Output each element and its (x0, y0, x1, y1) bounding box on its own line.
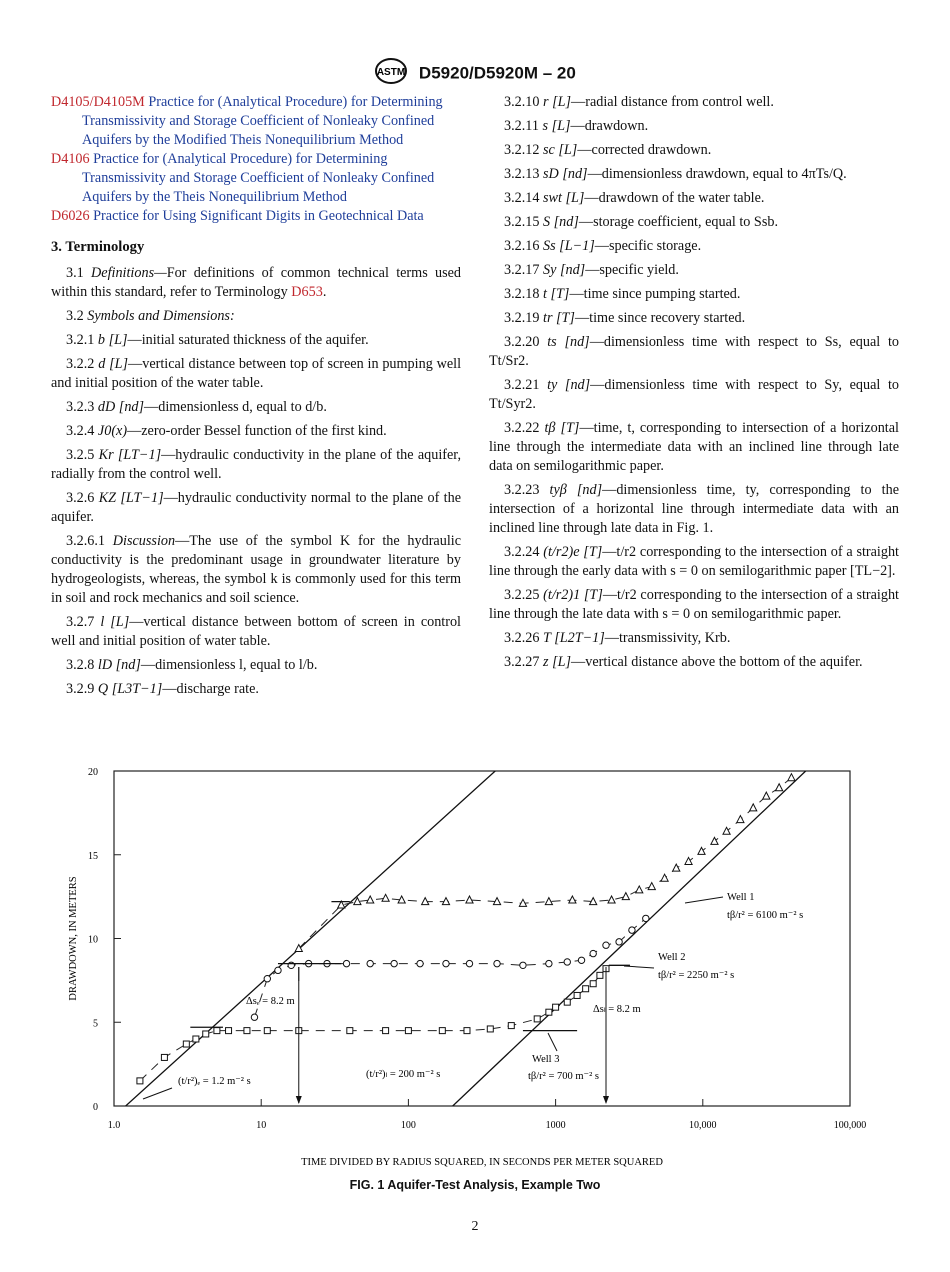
data-point-square (226, 1028, 232, 1034)
definition-3-2-12: 3.2.12 sc [L]—corrected drawdown. (504, 142, 712, 158)
x-tick-label: 1.0 (107, 1120, 121, 1131)
data-point-circle (590, 950, 596, 956)
definition-3-2-4: 3.2.4 J0(x)—zero-order Bessel function of the first kind. (66, 423, 387, 439)
data-point-triangle (711, 837, 718, 844)
annotation-tre: (t/r²)ₑ = 1.2 m⁻² s (178, 1076, 251, 1087)
x-tick-label: 10,000 (689, 1120, 717, 1131)
data-point-circle (578, 957, 584, 963)
terminology-link[interactable]: D653 (291, 284, 323, 300)
data-point-triangle (608, 896, 615, 903)
data-point-triangle (569, 896, 576, 903)
data-point-circle (546, 960, 552, 966)
definition-3-2-23: 3.2.23 tyβ [nd]—dimensionless time, ty, corresponding to the intersection of a horizontal line through intermediate data with an inclined line through late data in Fig. 1. (489, 482, 899, 536)
y-tick-label: 5 (93, 1018, 98, 1030)
data-point-square (383, 1028, 389, 1034)
definition-3-2-17: 3.2.17 Sy [nd]—specific yield. (504, 262, 679, 278)
data-point-square (553, 1004, 559, 1010)
definition-3-2-15: 3.2.15 S [nd]—storage coefficient, equal to Ssb. (504, 214, 778, 230)
data-point-square (244, 1028, 250, 1034)
arrow-head-icon (296, 1096, 302, 1104)
data-point-triangle (776, 784, 783, 791)
data-point-triangle (545, 898, 552, 905)
annotation-well2: Well 2 (658, 952, 686, 963)
data-point-square (347, 1028, 353, 1034)
late-data-line (453, 771, 806, 1106)
definition-3-2-9: 3.2.9 Q [L3T−1]—discharge rate. (66, 681, 259, 697)
data-point-triangle (648, 883, 655, 890)
data-point-triangle (382, 894, 389, 901)
data-point-square (583, 986, 589, 992)
definition-3-2-3: 3.2.3 dD [nd]—dimensionless d, equal to d/b. (66, 399, 327, 415)
data-point-circle (603, 942, 609, 948)
data-point-triangle (673, 864, 680, 871)
reference-title[interactable]: Practice for (Analytical Procedure) for Determining Transmissivity and Storage Coefficient of Nonleaky Confined Aquifers by the Modified Theis Nonequilibrium Method (82, 94, 443, 148)
data-point-square (574, 992, 580, 998)
definition-3-2-14: 3.2.14 swt [L]—drawdown of the water table. (504, 190, 765, 206)
annotation-well3: Well 3 (532, 1054, 560, 1065)
data-point-square (439, 1028, 445, 1034)
data-point-circle (275, 967, 281, 973)
definition-3-2-25: 3.2.25 (t/r2)1 [T]—t/r2 corresponding to the intersection of a straight line through the late data with s = 0 on semilogarithmic paper. (489, 587, 899, 622)
x-tick-label: 1000 (545, 1120, 566, 1131)
reference-code[interactable]: D4105/D4105M (51, 94, 145, 110)
document-id: D5920/D5920M – 20 (418, 63, 576, 83)
definition-3-2-11: 3.2.11 s [L]—drawdown. (504, 118, 649, 134)
data-point-triangle (636, 886, 643, 893)
data-point-square (264, 1028, 270, 1034)
reference-code[interactable]: D4106 (51, 151, 90, 167)
definition-3-2-16: 3.2.16 Ss [L−1]—specific storage. (504, 238, 702, 254)
svg-text:ASTM: ASTM (377, 67, 406, 78)
data-point-triangle (367, 896, 374, 903)
reference-code[interactable]: D6026 (51, 208, 90, 224)
data-point-triangle (661, 874, 668, 881)
definition-3-2-1: 3.2.1 b [L]—initial saturated thickness of the aquifer. (66, 332, 369, 348)
x-tick-label: 100,000 (833, 1120, 867, 1131)
definition-3-2-20: 3.2.20 ts [nd]—dimensionless time with respect to Ss, equal to Tt/Sr2. (489, 334, 899, 369)
definition-3-2-6: 3.2.6 KZ [LT−1]—hydraulic conductivity normal to the plane of the aquifer. (51, 490, 461, 525)
data-point-square (564, 999, 570, 1005)
data-point-square (546, 1009, 552, 1015)
data-point-circle (466, 960, 472, 966)
x-tick-label: 100 (400, 1120, 416, 1131)
definition-3-2-24: 3.2.24 (t/r2)e [T]—t/r2 corresponding to the intersection of a straight line through the early data with s = 0 on semilogarithmic paper [TL−2]. (489, 544, 900, 579)
data-point-circle (616, 939, 622, 945)
data-point-square (597, 972, 603, 978)
annotation-well2_tb: tβ/r² = 2250 m⁻² s (658, 970, 735, 981)
data-point-circle (417, 960, 423, 966)
definition-3-2-19: 3.2.19 tr [T]—time since recovery started. (504, 310, 746, 326)
definition-3-2-7: 3.2.7 l [L]—vertical distance between bottom of screen in control well and initial position of water table. (51, 614, 462, 649)
data-point-circle (391, 960, 397, 966)
tre-pointer (143, 1088, 172, 1099)
data-point-triangle (685, 857, 692, 864)
data-point-triangle (698, 847, 705, 854)
reference-title[interactable]: Practice for (Analytical Procedure) for Determining Transmissivity and Storage Coefficient of Nonleaky Confined Aquifers by the Theis Nonequilibrium Method (82, 151, 435, 205)
data-point-square (137, 1078, 143, 1084)
definition-3-2-10: 3.2.10 r [L]—radial distance from control well. (504, 94, 774, 110)
definition-3-2-6-1: 3.2.6.1 Discussion—The use of the symbol K for the hydraulic conductivity is the predominant usage in groundwater literature by hydrogeologists, whereas, the symbol k is commonly used for this term in soil and rock mechanics and soil science. (51, 533, 462, 606)
data-point-square (487, 1026, 493, 1032)
well3-pointer (548, 1033, 557, 1051)
data-point-triangle (788, 774, 795, 781)
paragraph-3-2: 3.2 Symbols and Dimensions: (66, 308, 235, 324)
data-point-triangle (723, 827, 730, 834)
figure-caption: FIG. 1 Aquifer-Test Analysis, Example Two (349, 1178, 601, 1192)
definition-3-2-27: 3.2.27 z [L]—vertical distance above the bottom of the aquifer. (504, 654, 863, 670)
data-point-square (534, 1016, 540, 1022)
definition-3-2-2: 3.2.2 d [L]—vertical distance between top of screen in pumping well and initial position of the water table. (51, 356, 462, 391)
series-triangle-dashed-line (299, 778, 792, 949)
paragraph-3-1: 3.1 Definitions—For definitions of common technical terms used within this standard, refer to Terminology D653. (51, 265, 462, 300)
data-point-square (590, 981, 596, 987)
arrow-head-icon (603, 1096, 609, 1104)
data-point-circle (643, 915, 649, 921)
annotation-well1_tb: tβ/r² = 6100 m⁻² s (727, 910, 804, 921)
data-point-circle (367, 960, 373, 966)
data-point-circle (343, 960, 349, 966)
data-point-triangle (737, 816, 744, 823)
definition-3-2-26: 3.2.26 T [L2T−1]—transmissivity, Krb. (504, 630, 731, 646)
definition-3-2-21: 3.2.21 ty [nd]—dimensionless time with respect to Sy, equal to Tt/Syr2. (489, 377, 899, 412)
y-axis-label: DRAWDOWN, IN METERS (68, 876, 79, 1001)
data-point-square (214, 1028, 220, 1034)
annotation-well3_tb: tβ/r² = 700 m⁻² s (528, 1071, 599, 1082)
annotation-dse: Δsₑ = 8.2 m (246, 996, 295, 1007)
x-axis-label: TIME DIVIDED BY RADIUS SQUARED, IN SECONDS PER METER SQUARED (301, 1157, 663, 1168)
well1-pointer (685, 897, 723, 903)
data-point-circle (251, 1014, 257, 1020)
definition-3-2-22: 3.2.22 tβ [T]—time, t, corresponding to intersection of a horizontal line through the intermediate data with an inclined line through late data on semilogarithmic paper. (489, 420, 899, 474)
data-point-circle (264, 976, 270, 982)
data-point-square (508, 1023, 514, 1029)
annotation-dsl: Δsₗ = 8.2 m (593, 1004, 641, 1015)
reference-title[interactable]: Practice for Using Significant Digits in Geotechnical Data (93, 208, 424, 224)
data-point-circle (629, 927, 635, 933)
early-data-line (126, 746, 523, 1106)
annotation-trl: (t/r²)ₗ = 200 m⁻² s (366, 1069, 441, 1080)
data-point-square (193, 1036, 199, 1042)
data-point-square (203, 1031, 209, 1037)
definition-3-2-5: 3.2.5 Kr [LT−1]—hydraulic conductivity in the plane of the aquifer, radially from the control well. (51, 447, 461, 482)
data-point-square (161, 1054, 167, 1060)
data-point-triangle (750, 804, 757, 811)
definition-3-2-13: 3.2.13 sD [nd]—dimensionless drawdown, equal to 4πTs/Q. (504, 166, 847, 182)
data-point-triangle (466, 896, 473, 903)
data-point-circle (443, 960, 449, 966)
definition-3-2-18: 3.2.18 t [T]—time since pumping started. (504, 286, 741, 302)
data-point-triangle (622, 893, 629, 900)
x-tick-label: 10 (256, 1120, 267, 1131)
y-tick-label: 20 (88, 767, 98, 778)
data-point-square (405, 1028, 411, 1034)
annotation-well1: Well 1 (727, 892, 755, 903)
data-point-circle (564, 959, 570, 965)
data-point-square (464, 1028, 470, 1034)
page-number: 2 (471, 1219, 479, 1234)
y-tick-label: 10 (88, 934, 98, 946)
data-point-square (183, 1041, 189, 1047)
data-point-circle (520, 962, 526, 968)
data-point-triangle (763, 792, 770, 799)
definition-3-2-8: 3.2.8 lD [nd]—dimensionless l, equal to l/b. (66, 657, 318, 673)
data-point-circle (494, 960, 500, 966)
y-tick-label: 0 (93, 1102, 98, 1113)
y-tick-label: 15 (88, 850, 98, 862)
section-heading: 3. Terminology (51, 239, 145, 255)
well2-pointer (624, 966, 654, 968)
